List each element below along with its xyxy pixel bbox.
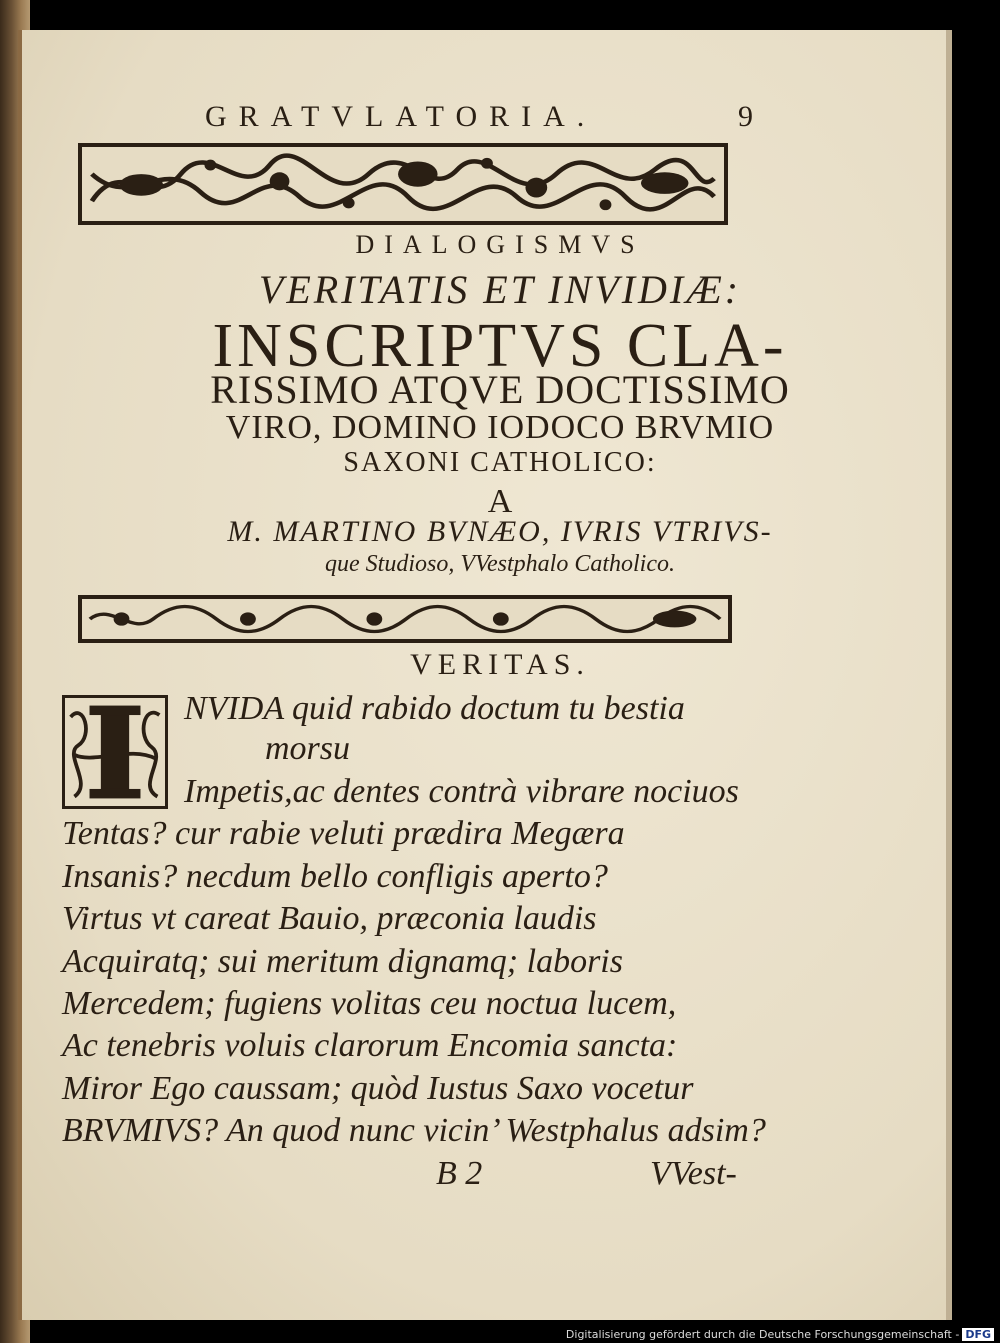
running-head: GRATVLATORIA.	[205, 100, 597, 133]
dfg-logo: DFG	[962, 1328, 994, 1341]
verse-line-8: Ac tenebris voluis clarorum Encomia sancta:	[62, 1027, 678, 1064]
catchword: VVest-	[650, 1155, 737, 1192]
author-line-2: que Studioso, VVestphalo Catholico.	[325, 551, 675, 577]
author-line-1: M. MARTINO BVNÆO, IVRIS VTRIVS-	[227, 515, 773, 548]
verse-line-9: Miror Ego caussam; quòd Iustus Saxo vocetur	[62, 1070, 694, 1107]
verse-line-7: Mercedem; fugiens volitas ceu noctua lucem,	[62, 985, 677, 1022]
title-line-2: RISSIMO ATQVE DOCTISSIMO	[210, 367, 790, 412]
verse-line-4: Insanis? necdum bello confligis aperto?	[62, 858, 608, 895]
title-line-1: INSCRIPTVS CLA-	[212, 312, 788, 380]
speaker-heading: VERITAS.	[410, 648, 590, 681]
title-line-4: SAXONI CATHOLICO:	[343, 447, 657, 478]
verse-line-1-cont: morsu	[265, 730, 351, 767]
signature-mark: B 2	[436, 1155, 483, 1192]
top-ornament-band	[78, 143, 728, 225]
verse-line-2: Impetis,ac dentes contrà vibrare nociuos	[184, 773, 739, 810]
verse-line-6: Acquiratq; sui meritum dignamq; laboris	[62, 943, 623, 980]
title-a: A	[487, 483, 513, 520]
page-number: 9	[738, 100, 753, 133]
verse-line-10: BRVMIVS? An quod nunc vicin’ Westphalus adsim?	[62, 1112, 766, 1149]
middle-ornament-band	[78, 595, 732, 643]
digitization-credit	[566, 1328, 994, 1341]
decorated-initial-i	[62, 695, 168, 809]
verse-line-5: Virtus vt careat Bauio, præconia laudis	[62, 900, 597, 937]
credit-text: Digitalisierung gefördert durch die Deutsche Forschungsgemeinschaft -	[565, 1328, 960, 1341]
title-line-3: VIRO, DOMINO IODOCO BRVMIO	[225, 409, 775, 446]
verse-line-3: Tentas? cur rabie veluti prædira Megæra	[62, 815, 625, 852]
title-dialogismus: DIALOGISMVS	[355, 230, 645, 259]
title-veritatis: VERITATIS ET INVIDIÆ:	[258, 267, 742, 312]
verse-line-1: NVIDA quid rabido doctum tu bestia	[184, 690, 685, 727]
